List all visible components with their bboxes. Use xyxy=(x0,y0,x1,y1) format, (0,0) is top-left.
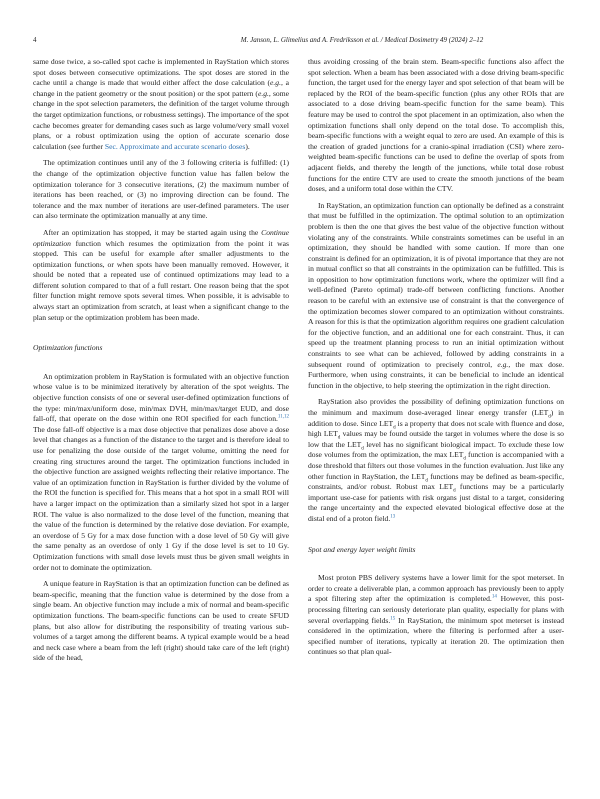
let-term: $LET_d$ xyxy=(449,450,466,462)
paragraph: Most proton PBS delivery systems have a lower limit for the spot meterset. In order to create a deliverable plan, a common approach has previously been to apply a spot filtering step after the optimization is completed.$^{14}$ However, this post-processing filtering can seriously deteriorate plan quality, especially for plans with several overlapping fields.$^{15}$ In RayStation, the minimum spot meterset is instead considered in the optimization, where the filtering is performed after a user-specified number of iterations, typically at iteration 20. The optimization then continues so that plan qual- xyxy=(308,573,564,657)
paragraph: RayStation also provides the possibility of defining optimization functions on the minimum and maximum dose-averaged linear energy transfer $(LET_d)$ in addition to dose. Since $LET_d$ is a property that does not scale with fluence and dose, high $LET_d$ values may be found outside the target in volumes where the dose is so low that the $LET_d$ level has no significant biological impact. To exclude these low dose volumes from the optimization, the $\max LET_d$ function is accompanied with a dose threshold that filters out those volumes in the function evaluation. Just like any other function in RayStation, the $LET_d$ functions may be defined as beam-specific, constraints, and/or robust. Robust $\max LET_d$ functions may be a particularly important use-case for patients with risk organs just distal to a target, considering the range uncertainty and the expected elevated biological effective dose at the distal end of a proton field.$^{13}$ xyxy=(308,397,564,523)
page-number: 4 xyxy=(33,36,37,44)
section-link[interactable]: Sec. Approximate and accurate scenario doses xyxy=(104,141,246,151)
paragraph: thus avoiding crossing of the brain stem. Beam-specific functions also affect the spot selection. When a beam has been associated with a dose driving beam-specific function, the target used for the energy layer and spot selection of that beam will be replaced by the ROI of the beam-specific function (plus any other ROIs that are associated to a dose driving beam-specific function for the same beam). This feature may be used to control the spot placement in an optimization, also when the optimization functions shall only depend on the total dose. To accomplish this, beam-specific functions with a weight equal to zero are used. An example of this is the creation of graded junctions for a cranio-spinal irradiation (CSI) where zero-weighted beam-specific functions can be used to define the overlap of spots from adjacent fields, and thereby the length of the junctions, while total dose robust functions for the entire CTV are used to create the smooth junctions of the beam doses, and a uniform total dose within the CTV. xyxy=(308,57,564,194)
let-term: $LET_d$ xyxy=(411,471,428,484)
left-column xyxy=(33,57,289,670)
section-heading: Spot and energy layer weight limits xyxy=(308,544,416,554)
paragraph: The optimization continues until any of the 3 following criteria is fulfilled: (1) the change of the optimization objective function value has fallen below the optimization tolerance for 3 consecutive iterations, (2) the maximum number of iterations has been reached, or (3) no improving direction can be found. The tolerance and the max number of iterations are user-defined parameters. The user can also terminate the optimization manually at any time. xyxy=(33,158,289,221)
let-term: $LET_d$ xyxy=(439,482,456,494)
let-term: $LET_d$ xyxy=(347,439,364,452)
citation-link[interactable]: 15 xyxy=(390,615,396,621)
paragraph: same dose twice, a so-called spot cache is implemented in RayStation which stores spot doses between consecutive optimizations. The spot doses are stored in the cache until a change is made that would either affect the dose calculation (e.g., a change in the patient geometry or the snout position) or the spot pattern (e.g., some change in the spot selection parameters, the definition of the target volume through the target optimization functions, or robustness settings). The importance of the spot cache becomes greater for demanding cases such as large volume/very small voxel plans, or a robust optimization using the option of accurate scenario dose calculation (see further Sec. Approximate and accurate scenario doses). xyxy=(33,57,290,151)
right-column xyxy=(308,57,564,664)
paragraph: In RayStation, an optimization function can optionally be defined as a constraint that must be fulfilled in the optimization. The optimal solution to an optimization problem is then the one that gives the best value of the objective function without violating any of the constraints. While constraints sometimes can be useful in an optimization, they should be handled with some caution. If more than one constraint is defined for an optimization, it is of pivotal importance that they are not in mutual conflict so that all constraints in the optimization can be fulfilled. This is in opposition to how optimization functions work, where the optimizer will find a well-defined (Pareto optimal) trade-off between conflicting functions. Another reason to be careful with an extensive use of constraint is that the convergence of the optimization becomes slower compared to an optimization without constraints. A reason for this is that the optimization algorithm requires one gradient calculation for the objective function, and an additional one for each constraint. Thus, it can speed up the treatment planning process to run an initial optimization without constraints to see what can be achieved, followed by adding constraints in a subsequent round of optimization to precisely control, e.g., the max dose. Furthermore, when using constraints, it can be beneficial to include an identical function in the objective, to help steering the optimization in the right direction. xyxy=(308,200,564,390)
let-term: $LET_d$ xyxy=(534,408,551,420)
paragraph: An optimization problem in RayStation is formulated with an objective function whose value is to be minimized iteratively by alteration of the spot weights. The objective function consists of one or several user-defined optimization functions of the type: min/max/uniform dose, min/max DVH, min/max/target EUD, and dose fall-off, that operate on the dose within one ROI specified for each function.$^{11,12}$ The dose fall-off objective is a max dose objective that penalizes dose above a dose level that changes as a function of the distance to the target and is therefore ideal to use for penalizing the dose outside of the target volume, omitting the need for creating ring structures around the target. The optimization functions included in the objective function are assigned weights reflecting their relative importance. The value of an optimization function in RayStation is further divided by the volume of the ROI the function is specified for. This means that a hot spot in a small ROI will have a larger impact on the optimization than a similarly sized hot spot in a larger ROI. The value is also normalized to the dose level of the function, meaning that the value of the function is determined by the relative dose deviation. For example, an overdose of 5 Gy for a max dose function with a dose level of 50 Gy will give the same penalty as an overdose of only 1 Gy if the dose level is set to 10 Gy. Optimization functions with small dose levels must thus be given small weights in order not to dominate the optimization. xyxy=(33,371,289,572)
let-term: $LET_d$ xyxy=(379,418,396,431)
paragraph: A unique feature in RayStation is that an optimization function can be defined as beam-specific, meaning that the function value is determined by the dose from a single beam. An objective function may include a mix of normal and beam-specific optimization functions. The beam-specific functions can be used to create SFUD plans, but also allow for distributing the responsibility of treating various sub-volumes of a target among the different beams. A typical example would be a head and neck case where a beam from the left (right) should take care of the left (right) side of the head, xyxy=(33,579,289,663)
citation-link[interactable]: 14 xyxy=(491,594,497,600)
citation-link[interactable]: 11,12 xyxy=(277,414,289,420)
running-head: M. Janson, L. Glimelius and A. Fredriksson et al. / Medical Dosimetry 49 (2024) 2–12 xyxy=(240,36,484,44)
page-header xyxy=(0,0,600,48)
paragraph: After an optimization has stopped, it may be started again using the Continue optimization function which resumes the optimization from the point it was stopped. This can be useful for example after smaller adjustments to the optimization functions, or when spots have been manually removed. However, it should be noted that a repeated use of continued optimizations may lead to a different solution compared to that of a full restart. One reason being that the spot filter function might remove spots several times. When possible, it is advisable to always start an optimization from scratch, at least when a significant change to the plan setup or the optimization problem has been made. xyxy=(33,227,289,322)
citation-link[interactable]: 13 xyxy=(390,514,396,520)
section-heading: Optimization functions xyxy=(33,343,103,353)
let-term: $LET_d$ xyxy=(323,429,341,441)
